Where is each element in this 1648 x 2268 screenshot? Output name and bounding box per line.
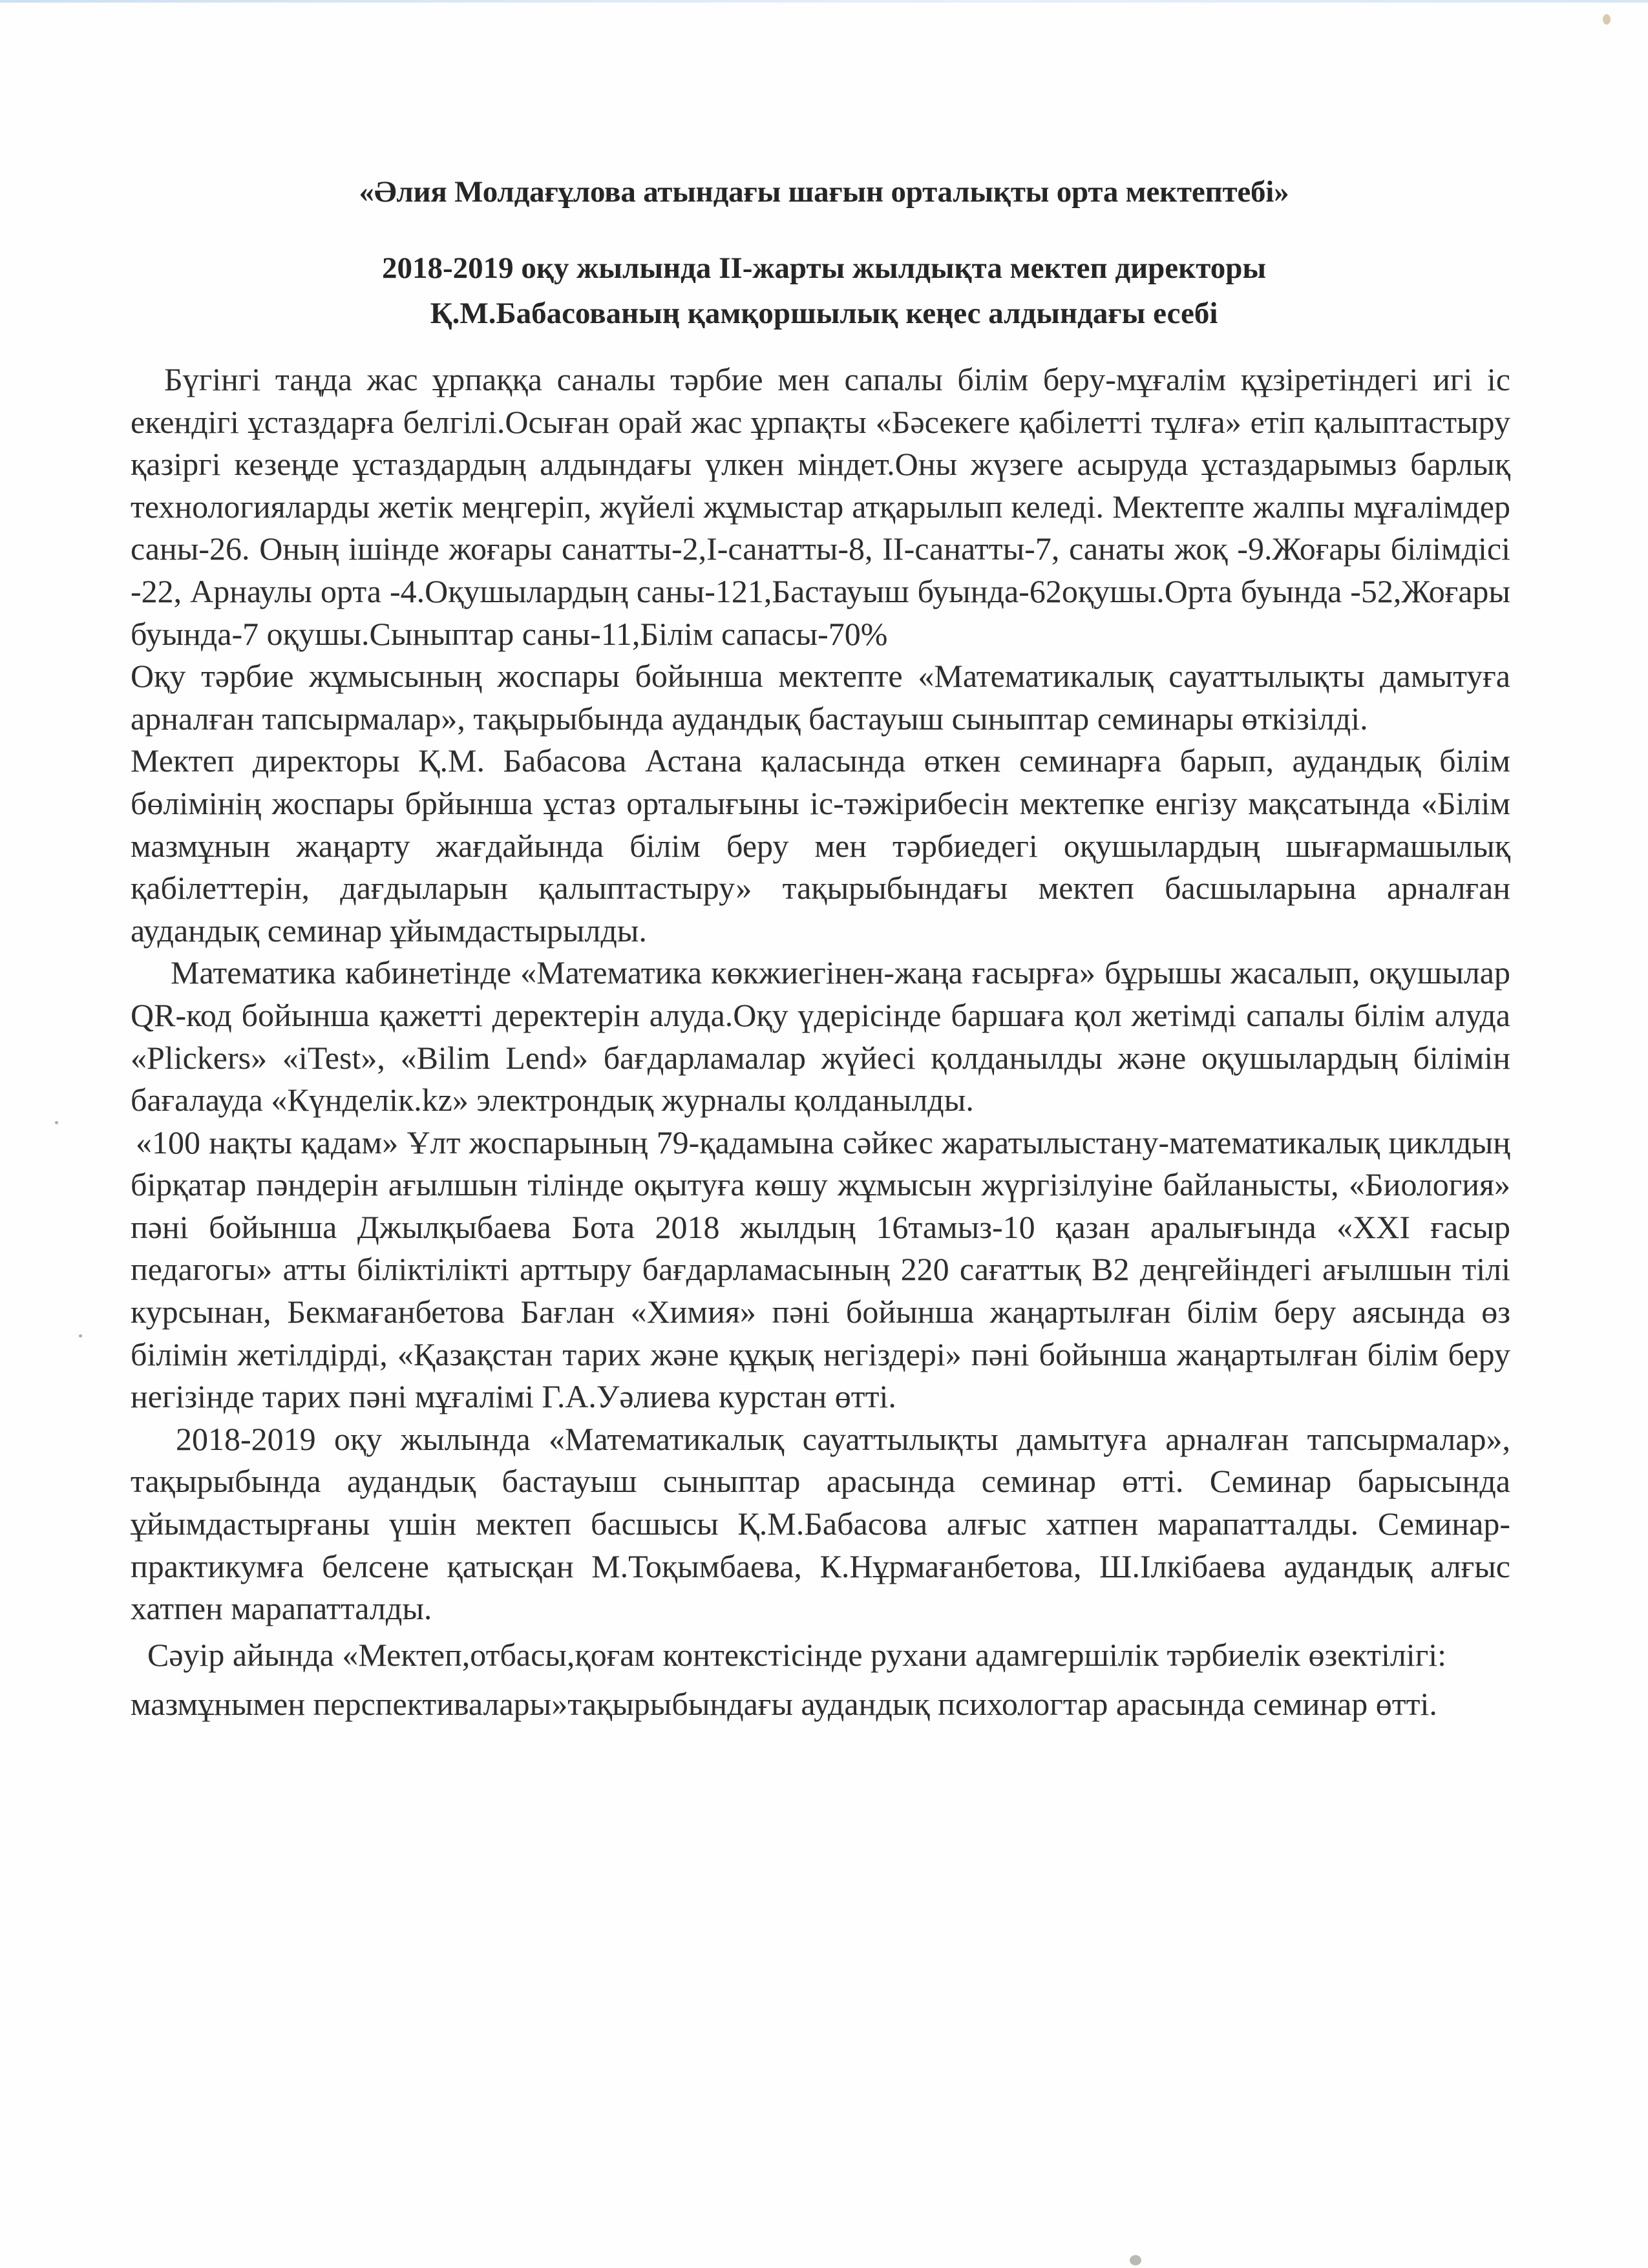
- scan-speck: [79, 1334, 82, 1338]
- scan-speck: [1130, 2255, 1141, 2265]
- scan-speck: [55, 1121, 58, 1124]
- scan-speck: [1603, 14, 1611, 25]
- report-body: [131, 359, 1510, 1728]
- paragraph-seminar-awards: 2018-2019 оқу жылында «Математикалық сауаттылықты дамытуға арналған тапсырмалар», тақырыбында аудандық бастауыш сыныптар арасында семинар өтті. Семинар барысында ұйымдастырғаны үшін мектеп басшысы Қ.М.Бабасова алғыс хатпен марапатталды. Семинар-практикумға белсене қатысқан М.Тоқымбаева, К.Нұрмағанбетова, Ш.Ілкібаева аудандық алғыс хатпен марапатталды.: [131, 1420, 1510, 1627]
- paragraph-staff-statistics: Бүгінгі таңда жас ұрпаққа саналы тәрбие мен сапалы білім беру-мұғалім құзіретіндегі игі іс екендігі ұстаздарға белгілі.Осыған орай жас ұрпақты «Бәсекеге қабілетті тұлға» етіп қалыптастыру қазіргі кезеңде ұстаздардың алдындағы үлкен міндет.Оны жүзеге асыруда ұстаздарымыз барлық технологияларды жетік меңгеріп, жүйелі жұмыстар атқарылып келеді. Мектепте жалпы мұғалімдер саны-26. Оның ішінде жоғары санатты-2,І-санатты-8, ІІ-санатты-7, санаты жоқ -9.Жоғары білімдісі -22, Арнаулы орта -4.Оқушылардың саны-121,Бастауыш буында-62оқушы.Орта буында -52,Жоғары буында-7 оқушы.Сыныптар саны-11,Білім сапасы-70%: [131, 361, 1510, 652]
- report-title-line-2: Қ.М.Бабасованың қамқоршылық кеңес алдындағы есебі: [430, 297, 1218, 330]
- paragraph-psychologists-seminar: Сәуір айында «Мектеп,отбасы,қоғам контекстісінде рухани адамгершілік тәрбиелік өзектілігі: мазмұнымен перспективалары»тақырыбындағы аудандық психологтар арасында семинар өтті.: [131, 1636, 1446, 1722]
- school-title: «Әлия Молдағұлова атындағы шағын орталықты орта мектептебі»: [359, 175, 1289, 209]
- paragraph-math-literacy-seminar: Оқу тәрбие жұмысының жоспары бойынша мектепте «Математикалық сауаттылықты дамытуға арналған тапсырмалар», тақырыбында аудандық бастауыш сыныптар семинары өткізілді.: [131, 658, 1510, 737]
- report-title-line-1: 2018-2019 оқу жылында ІІ-жарты жылдықта мектеп директоры: [381, 251, 1267, 285]
- report-title: [129, 246, 1519, 336]
- paragraph-math-cabinet: Математика кабинетінде «Математика көкжиегінен-жаңа ғасырға» бұрышы жасалып, оқушылар QR-код бойынша қажетті деректерін алуда.Оқу үдерісінде баршаға қол жетімді сапалы білім алуда «Plickers» «iTest», «Bilim Lend» бағдарламалар жүйесі қолданылды және оқушылардың білімін бағалауда «Күнделік.kz» электрондық журналы қолданылды.: [131, 954, 1510, 1118]
- paragraph-teacher-training: «100 нақты қадам» Ұлт жоспарының 79-қадамына сәйкес жаратылыстану-математикалық циклдың бірқатар пәндерін ағылшын тілінде оқытуға көшу жұмысын жүргізілуіне байланысты, «Биология» пәні бойынша Джылқыбаева Бота 2018 жылдың 16тамыз-10 қазан аралығында «XXI ғасыр педагогы» атты біліктілікті арттыру бағдарламасының 220 сағаттық В2 деңгейіндегі ағылшын тілі курсынан, Бекмағанбетова Бағлан «Химия» пәні бойынша жаңартылған білім беру аясында өз білімін жетілдірді, «Қазақстан тарих және құқық негіздері» пәні бойынша жаңартылған білім беру негізінде тарих пәні мұғалімі Г.А.Уәлиева курстан өтті.: [131, 1124, 1510, 1415]
- paragraph-director-seminar: Мектеп директоры Қ.М. Бабасова Астана қаласында өткен семинарға барып, аудандық білім бөлімінің жоспары брйынша ұстаз орталығыны іс-тәжірибесін мектепке енгізу мақсатында «Білім мазмұнын жаңарту жағдайында білім беру мен тәрбиедегі оқушылардың шығармашылық қабілеттерін, дағдыларын қалыптастыру» тақырыбындағы мектеп басшыларына арналған аудандық семинар ұйымдастырылды.: [131, 742, 1510, 949]
- scan-edge: [0, 0, 1648, 3]
